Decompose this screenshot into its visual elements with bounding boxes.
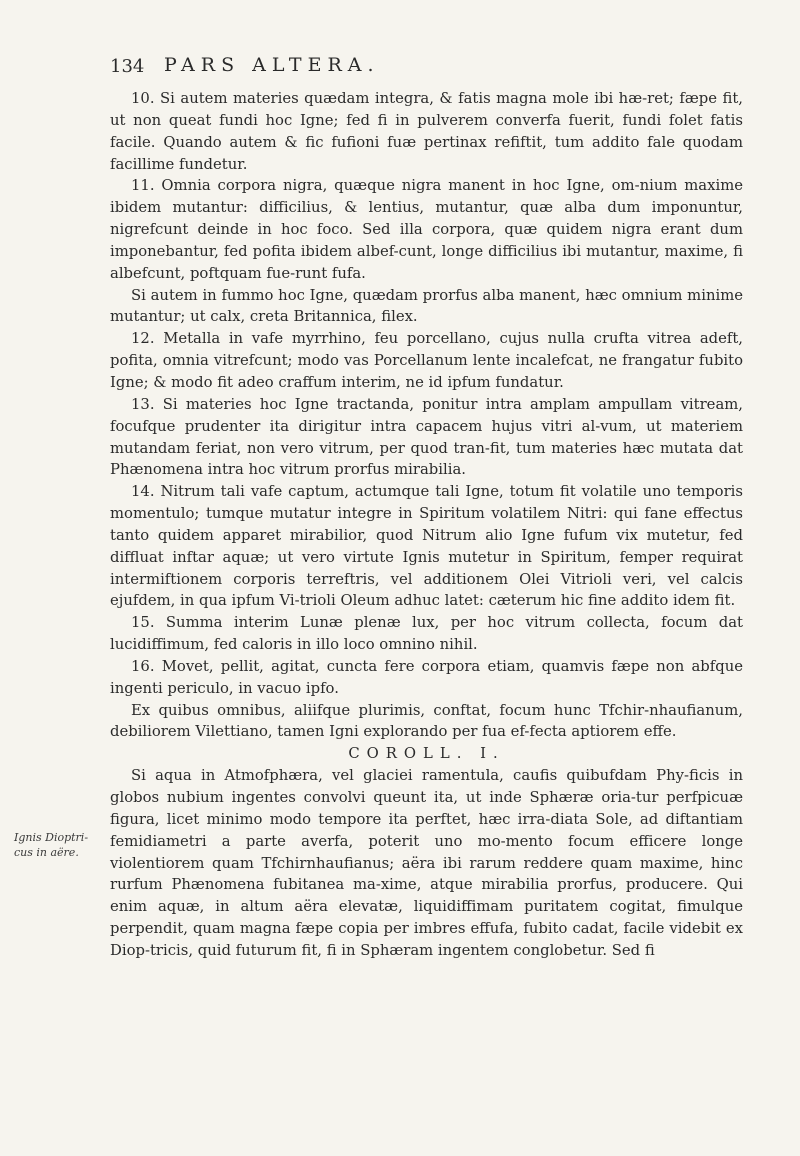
paragraph-16: 16. Movet, pellit, agitat, cuncta fere corpora etiam, quamvis fæpe non abfque ingenti periculo, in vacuo ipfo. bbox=[110, 657, 743, 697]
paragraph-10: 10. Si autem materies quædam integra, & fatis magna mole ibi hæ-ret; fæpe fit, ut non queat fundi hoc Igne; fed fi in pulverem converfa fuerit, fundi folet fatis facile. Quando autem & fic fufioni fuæ pertinax refiftit, tum addito fale quodam facillime fundetur. bbox=[110, 90, 743, 173]
margin-note-line: Ignis Dioptri- bbox=[14, 831, 89, 844]
page-number: 134 bbox=[110, 56, 145, 77]
page-header bbox=[110, 54, 710, 82]
paragraph-11-continued: Si autem in fummo hoc Igne, quædam prorfus alba manent, hæc omnium minime mutantur; ut calx, creta Britannica, filex. bbox=[110, 286, 743, 326]
paragraph-11: 11. Omnia corpora nigra, quæque nigra manent in hoc Igne, om-nium maxime ibidem mutantur: difficilius, & lentius, mutantur, quæ alba dum imponuntur, nigrefcunt deinde in hoc foco. Sed illa corpora, quæ quidem nigra erant dum imponebantur, fed pofita ibidem albef-cunt, longe difficilius ibi mutantur, maxime, fi albefcunt, poftquam fue-runt fufa. bbox=[110, 177, 743, 282]
margin-note bbox=[14, 830, 106, 860]
body-text bbox=[110, 88, 743, 962]
paragraph-14: 14. Nitrum tali vafe captum, actumque tali Igne, totum fit volatile uno temporis momentulo; tumque mutatur integre in Spiritum volatilem Nitri: qui fane effectus tanto quidem apparet mirabilior, quod Nitrum alio Igne fufum vix mutetur, fed diffluat inftar aquæ; ut vero virtute Ignis mutetur in Spiritum, femper requirat intermiftionem corporis terreftris, vel additionem Olei Vitrioli veri, vel calcis ejufdem, in qua ipfum Vi-trioli Oleum adhuc latet: cæterum hic fine addito idem fit. bbox=[110, 483, 743, 610]
running-head: PARS ALTERA. bbox=[164, 54, 380, 76]
paragraph-conclusion: Ex quibus omnibus, aliifque plurimis, conftat, focum hunc Tfchir-nhaufianum, debiliorem Vilettiano, tamen Igni explorando per fua ef-fecta aptiorem effe. bbox=[110, 701, 743, 741]
corollary-heading: COROLL. I. bbox=[348, 745, 505, 763]
paragraph-15: 15. Summa interim Lunæ plenæ lux, per hoc vitrum collecta, focum dat lucidiffimum, fed caloris in illo loco omnino nihil. bbox=[110, 614, 743, 654]
margin-note-line: cus in aëre. bbox=[14, 846, 79, 859]
paragraph-13: 13. Si materies hoc Igne tractanda, ponitur intra amplam ampullam vitream, focufque prudenter ita dirigitur intra capacem hujus vitri al-vum, ut materiem mutandam feriat, non vero vitrum, per quod tran-fit, tum materies hæc mutata dat Phænomena intra hoc vitrum prorfus mirabilia. bbox=[110, 395, 743, 479]
paragraph-12: 12. Metalla in vafe myrrhino, feu porcellano, cujus nulla crufta vitrea adeft, pofita, omnia vitrefcunt; modo vas Porcellanum lente incalefcat, ne frangatur fubito Igne; & modo fit adeo craffum interim, ne id ipfum fundatur. bbox=[110, 330, 743, 391]
corollary-text: Si aqua in Atmofphæra, vel glaciei ramentula, caufis quibufdam Phy-ficis in globos nubium ingentes convolvi queunt ita, ut inde Sphæræ oria-tur perfpicuæ figura, licet minimo modo tempore ita perftet, hæc irra-diata Sole, ad diftantiam femidiametri a parte averfa, poterit uno mo-mento focum efficere longe violentiorem quam Tfchirnhaufianus; aëra ibi rarum reddere quam maxime, hinc rurfum Phænomena fubitanea ma-xime, atque mirabilia prorfus, producere. Qui enim aquæ, in altum aëra elevatæ, liquidiffimam puritatem cogitat, fimulque perpendit, quam magna fæpe copia per imbres effufa, fubito cadat, facile videbit ex Diop-tricis, quid futurum fit, fi in Sphæram ingentem conglobetur. Sed fi bbox=[110, 767, 743, 959]
